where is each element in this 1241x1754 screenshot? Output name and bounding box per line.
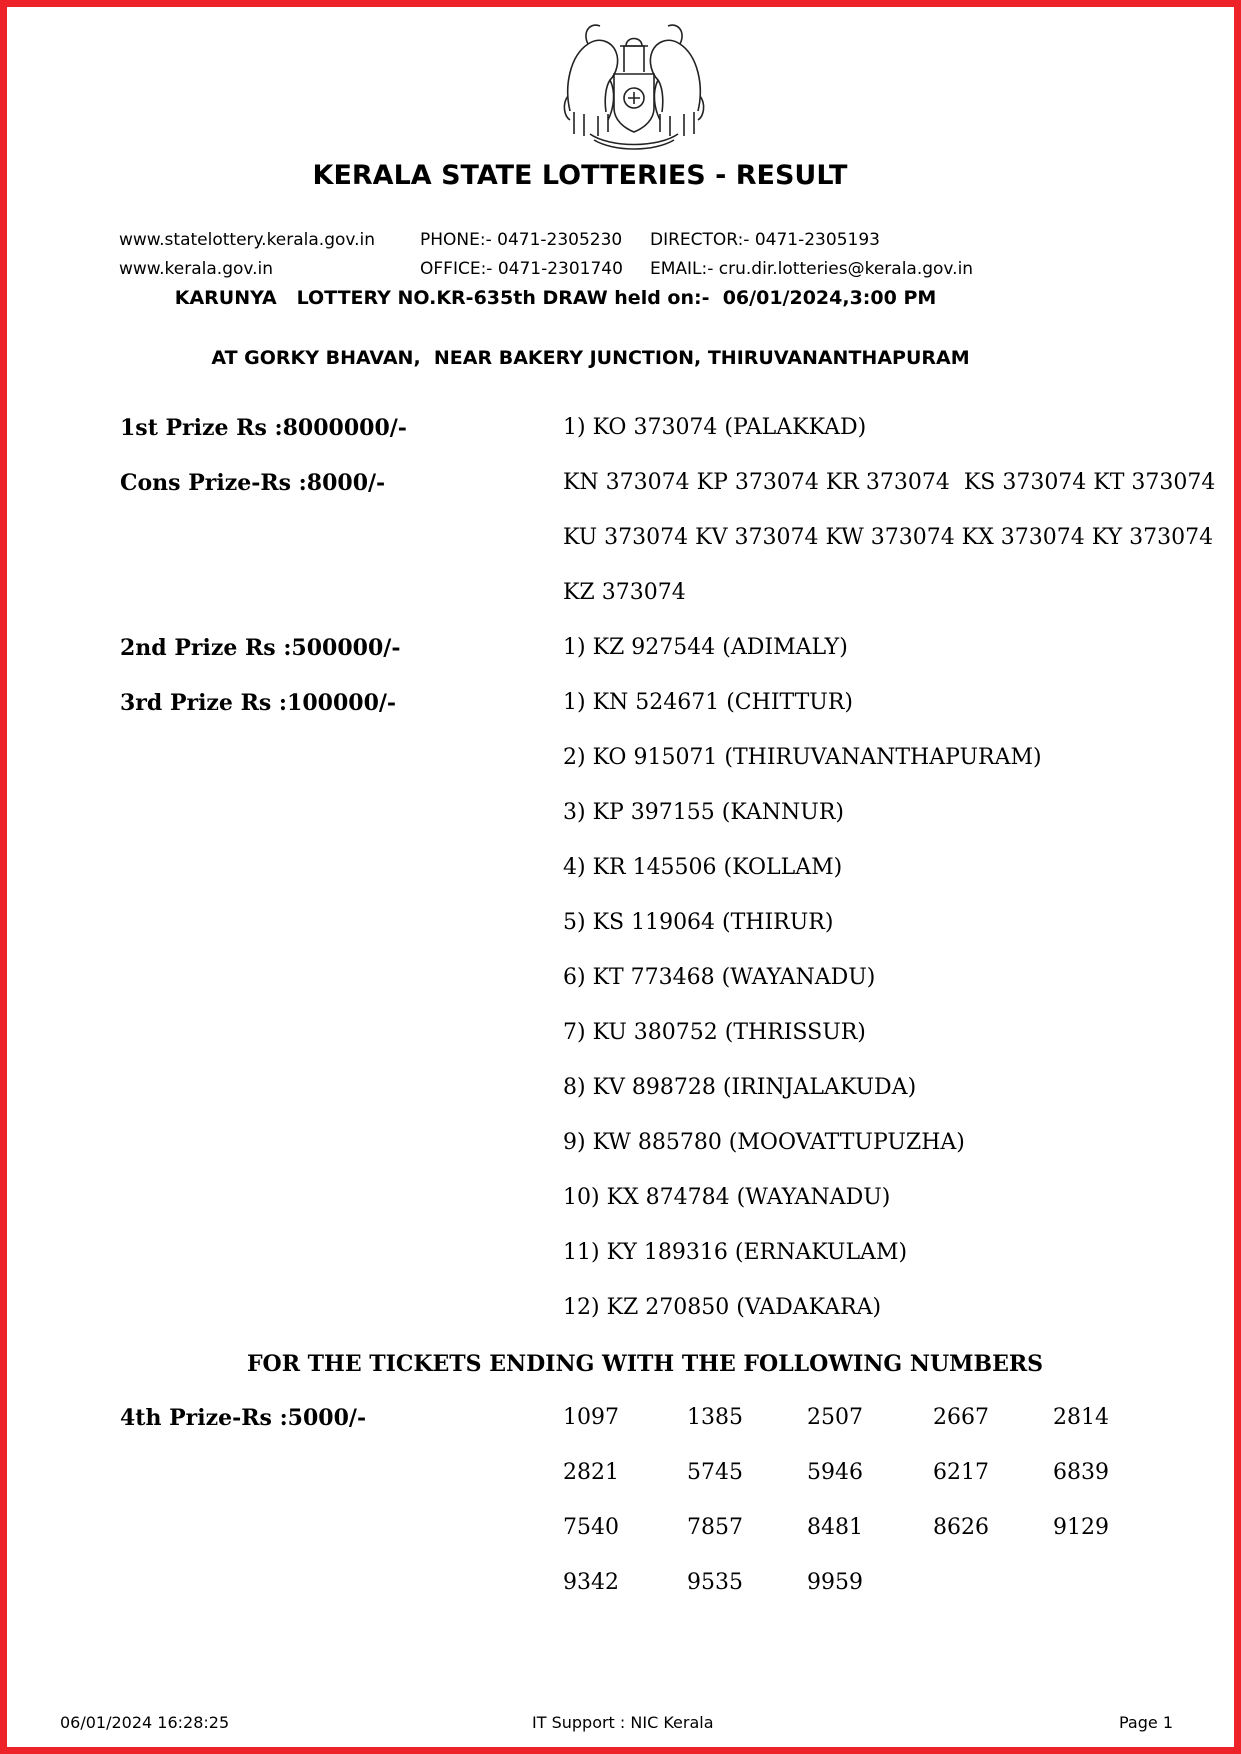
second-prize-label: 2nd Prize Rs :500000/- bbox=[120, 635, 401, 661]
endings-heading: FOR THE TICKETS ENDING WITH THE FOLLOWING NUMBERS bbox=[246, 1351, 1044, 1377]
fourth-prize-number: 2667 bbox=[933, 1405, 989, 1430]
footer-timestamp: 06/01/2024 16:28:25 bbox=[60, 1713, 230, 1732]
fourth-prize-number: 5946 bbox=[807, 1460, 863, 1485]
third-prize-winner: 2) KO 915071 (THIRUVANANTHAPURAM) bbox=[563, 745, 1042, 770]
fourth-prize-number: 7857 bbox=[687, 1515, 743, 1540]
fourth-prize-number: 7540 bbox=[563, 1515, 619, 1540]
fourth-prize-number: 9342 bbox=[563, 1570, 619, 1595]
third-prize-winner: 12) KZ 270850 (VADAKARA) bbox=[563, 1295, 882, 1320]
website-link-statelottery[interactable]: www.statelottery.kerala.gov.in bbox=[119, 230, 376, 250]
third-prize-winner: 4) KR 145506 (KOLLAM) bbox=[563, 855, 843, 880]
fourth-prize-number: 6839 bbox=[1053, 1460, 1109, 1485]
fourth-prize-label: 4th Prize-Rs :5000/- bbox=[120, 1405, 367, 1431]
fourth-prize-number: 2821 bbox=[563, 1460, 619, 1485]
venue-info: AT GORKY BHAVAN, NEAR BAKERY JUNCTION, THIRUVANANTHAPURAM bbox=[211, 347, 970, 369]
fourth-prize-number: 1385 bbox=[687, 1405, 743, 1430]
email-address[interactable]: EMAIL:- cru.dir.lotteries@kerala.gov.in bbox=[650, 259, 974, 279]
third-prize-winner: 5) KS 119064 (THIRUR) bbox=[563, 910, 834, 935]
third-prize-winner: 3) KP 397155 (KANNUR) bbox=[563, 800, 844, 825]
fourth-prize-number: 2814 bbox=[1053, 1405, 1109, 1430]
fourth-prize-number: 8481 bbox=[807, 1515, 863, 1540]
fourth-prize-number: 6217 bbox=[933, 1460, 989, 1485]
third-prize-winner: 11) KY 189316 (ERNAKULAM) bbox=[563, 1240, 908, 1265]
draw-info: KARUNYA LOTTERY NO.KR-635th DRAW held on:- 06/01/2024,3:00 PM bbox=[174, 287, 937, 309]
third-prize-winner: 6) KT 773468 (WAYANADU) bbox=[563, 965, 876, 990]
page-title: KERALA STATE LOTTERIES - RESULT bbox=[312, 160, 848, 191]
kerala-emblem-logo bbox=[560, 16, 708, 152]
fourth-prize-number: 8626 bbox=[933, 1515, 989, 1540]
third-prize-winner: 10) KX 874784 (WAYANADU) bbox=[563, 1185, 891, 1210]
phone-number: PHONE:- 0471-2305230 bbox=[420, 230, 623, 250]
fourth-prize-number: 9129 bbox=[1053, 1515, 1109, 1540]
office-number: OFFICE:- 0471-2301740 bbox=[420, 259, 623, 279]
fourth-prize-number: 9959 bbox=[807, 1570, 863, 1595]
third-prize-winner: 8) KV 898728 (IRINJALAKUDA) bbox=[563, 1075, 917, 1100]
consolation-line: KN 373074 KP 373074 KR 373074 KS 373074 KT 373074 bbox=[563, 470, 1216, 495]
second-prize-winner: 1) KZ 927544 (ADIMALY) bbox=[563, 635, 848, 660]
fourth-prize-number: 5745 bbox=[687, 1460, 743, 1485]
fourth-prize-number: 9535 bbox=[687, 1570, 743, 1595]
third-prize-label: 3rd Prize Rs :100000/- bbox=[120, 690, 397, 716]
third-prize-winner: 9) KW 885780 (MOOVATTUPUZHA) bbox=[563, 1130, 965, 1155]
first-prize-label: 1st Prize Rs :8000000/- bbox=[120, 415, 407, 441]
fourth-prize-number: 1097 bbox=[563, 1405, 619, 1430]
fourth-prize-number: 2507 bbox=[807, 1405, 863, 1430]
director-number: DIRECTOR:- 0471-2305193 bbox=[650, 230, 880, 250]
consolation-prize-label: Cons Prize-Rs :8000/- bbox=[120, 470, 386, 496]
consolation-line: KZ 373074 bbox=[563, 580, 686, 605]
consolation-line: KU 373074 KV 373074 KW 373074 KX 373074 KY 373074 bbox=[563, 525, 1214, 550]
third-prize-winner: 7) KU 380752 (THRISSUR) bbox=[563, 1020, 866, 1045]
third-prize-winner: 1) KN 524671 (CHITTUR) bbox=[563, 690, 853, 715]
footer-page-number: Page 1 bbox=[1119, 1713, 1173, 1732]
website-link-kerala[interactable]: www.kerala.gov.in bbox=[119, 259, 274, 279]
footer-support: IT Support : NIC Kerala bbox=[532, 1713, 714, 1732]
first-prize-winner: 1) KO 373074 (PALAKKAD) bbox=[563, 415, 867, 440]
